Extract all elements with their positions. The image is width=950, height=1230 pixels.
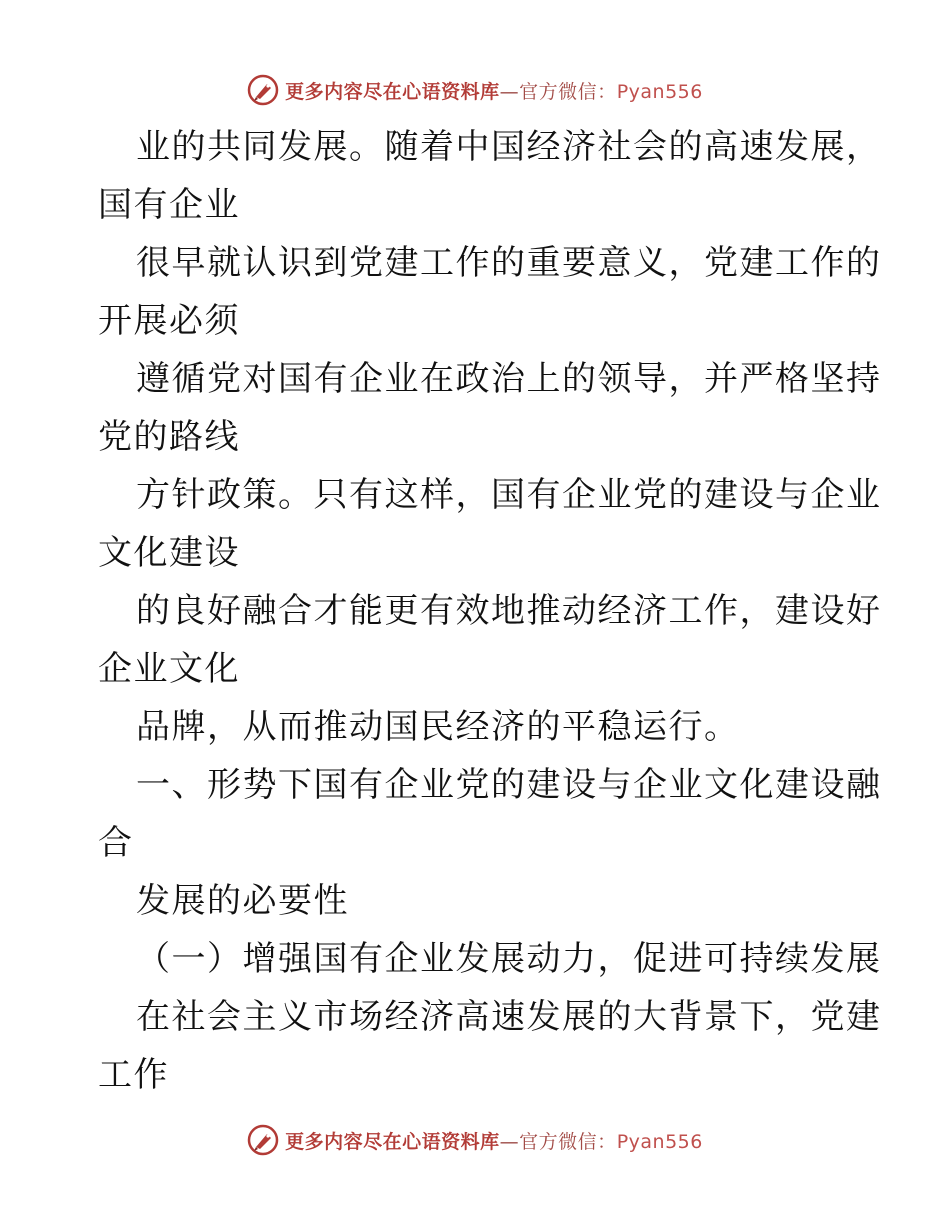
watermark-text (285, 77, 703, 104)
text-line: （一）增强国有企业发展动力，促进可持续发展 (136, 939, 882, 979)
watermark-text (285, 1127, 703, 1154)
watermark-brand: 更多内容尽在心语资料库 (285, 1130, 500, 1153)
text-line: 企业文化 (98, 649, 240, 689)
watermark-wechat-id: Pyan556 (616, 1130, 703, 1153)
text-line: 品牌，从而推动国民经济的平稳运行。 (136, 707, 740, 747)
text-line: 国有企业 (98, 185, 240, 225)
header-watermark (0, 70, 950, 110)
text-line: 合 (98, 823, 134, 863)
document-body (98, 118, 882, 1104)
text-line: 发展的必要性 (136, 881, 349, 921)
text-line: 遵循党对国有企业在政治上的领导，并严格坚持 (136, 359, 882, 399)
watermark-separator: — (499, 1130, 520, 1153)
text-line: 工作 (98, 1055, 169, 1095)
text-line: 在社会主义市场经济高速发展的大背景下，党建 (136, 997, 882, 1037)
watermark-label: 官方微信： (519, 80, 617, 103)
watermark-brand: 更多内容尽在心语资料库 (285, 80, 500, 103)
text-line: 一、形势下国有企业党的建设与企业文化建设融 (136, 765, 882, 805)
text-line: 很早就认识到党建工作的重要意义，党建工作的 (136, 243, 882, 283)
watermark-separator: — (499, 80, 520, 103)
text-line: 党的路线 (98, 417, 240, 457)
text-line: 文化建设 (98, 533, 240, 573)
text-line: 的良好融合才能更有效地推动经济工作，建设好 (136, 591, 882, 631)
text-line: 方针政策。只有这样，国有企业党的建设与企业 (136, 475, 882, 515)
footer-watermark (0, 1120, 950, 1160)
watermark-label: 官方微信： (519, 1130, 617, 1153)
pen-nib-logo-icon (247, 74, 279, 106)
watermark-wechat-id: Pyan556 (616, 80, 703, 103)
text-line: 业的共同发展。随着中国经济社会的高速发展， (136, 127, 882, 167)
pen-nib-logo-icon (247, 1124, 279, 1156)
text-line: 开展必须 (98, 301, 240, 341)
